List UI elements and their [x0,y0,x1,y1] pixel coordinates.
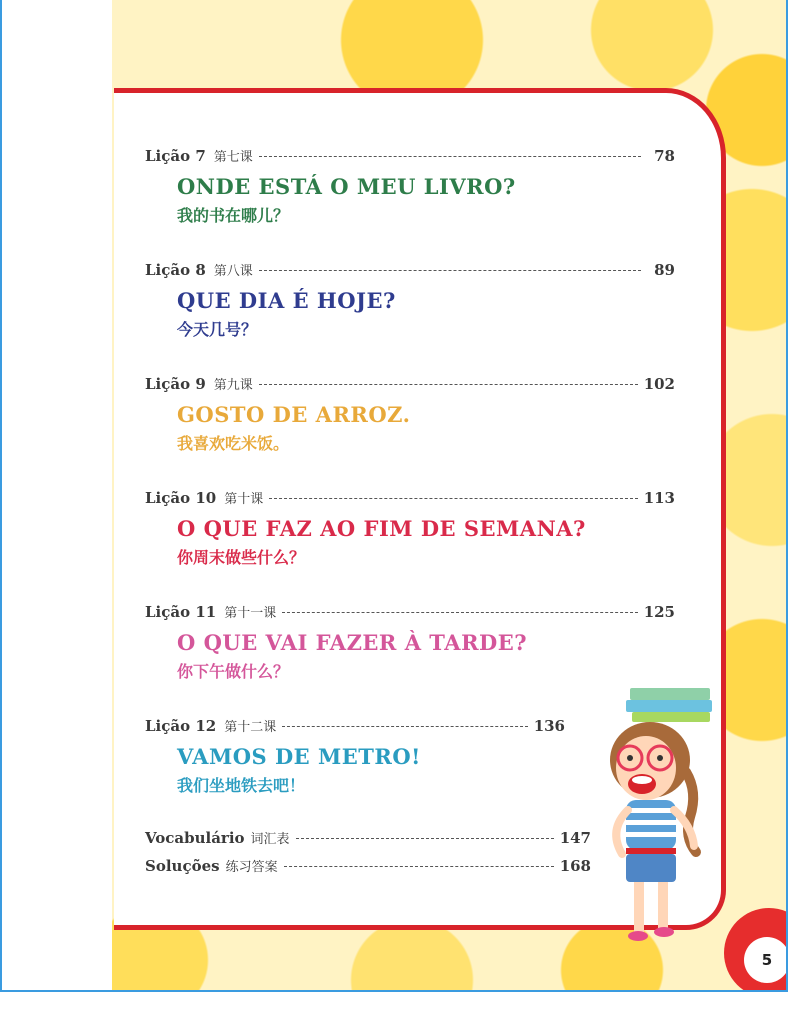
dotted-leader [282,726,527,727]
dotted-leader [259,156,641,157]
lesson-title-cn: 你周末做些什么？ [177,548,306,567]
page-reference: 168 [559,857,591,875]
lesson-number: Lição 10 [145,489,217,507]
section-label-cn: 练习答案 [225,860,278,875]
section-label-cn: 词汇表 [250,832,290,847]
lesson-title-pt: VAMOS DE METRO! [177,744,421,769]
lesson-number: Lição 9 [145,375,206,393]
dotted-leader [259,270,641,271]
dotted-leader [259,384,638,385]
lesson-title-pt: O QUE FAZ AO FIM DE SEMANA? [177,516,586,541]
section-label: Soluções [145,857,220,875]
toc-entry-lesson-12[interactable] [145,716,565,796]
book-icon [632,712,710,722]
page-reference: 125 [643,603,675,621]
lesson-number-cn: 第八课 [213,264,253,279]
page-reference: 136 [533,717,565,735]
page-reference: 113 [643,489,675,507]
lesson-title-cn: 我们坐地铁去吧！ [177,776,306,795]
lesson-number: Lição 8 [145,261,206,279]
toc-entry-vocabulary[interactable] [145,828,591,847]
page-reference: 78 [654,147,675,165]
toc-entry-lesson-10[interactable] [145,488,675,568]
toc-entry-lesson-9[interactable] [145,374,675,454]
page-reference: 89 [654,261,675,279]
lesson-title-pt: GOSTO DE ARROZ. [177,402,411,427]
page-number: 5 [761,951,773,969]
lesson-title-pt: QUE DIA É HOJE? [177,288,396,313]
lesson-number-cn: 第十一课 [224,606,277,621]
dotted-leader [296,838,554,839]
lesson-number-cn: 第十二课 [224,720,277,735]
book-icon [626,700,712,712]
dotted-leader [284,866,554,867]
lesson-title-cn: 今天几号？ [177,320,258,339]
book-icon [630,688,710,700]
section-label: Vocabulário [145,829,245,847]
lesson-number: Lição 11 [145,603,217,621]
toc-entry-lesson-7[interactable] [145,146,675,226]
lesson-number-cn: 第十课 [224,492,264,507]
dotted-leader [282,612,637,613]
page-number-badge [744,937,788,983]
lesson-title-pt: O QUE VAI FAZER À TARDE? [177,630,528,655]
page-reference: 102 [643,375,675,393]
page-margin [2,0,112,992]
lesson-number: Lição 12 [145,717,217,735]
page-reference: 147 [559,829,591,847]
lesson-title-cn: 我喜欢吃米饭。 [177,434,290,453]
lesson-title-pt: ONDE ESTÁ O MEU LIVRO? [177,174,516,199]
lesson-title-cn: 你下午做什么？ [177,662,290,681]
lesson-number-cn: 第七课 [213,150,253,165]
toc-entry-lesson-11[interactable] [145,602,675,682]
girl-with-books-illustration [600,680,730,960]
lesson-number-cn: 第九课 [213,378,253,393]
lesson-title-cn: 我的书在哪儿？ [177,206,290,225]
dotted-leader [269,498,637,499]
lesson-number: Lição 7 [145,147,206,165]
toc-entry-lesson-8[interactable] [145,260,675,340]
toc-entry-solutions[interactable] [145,856,591,875]
